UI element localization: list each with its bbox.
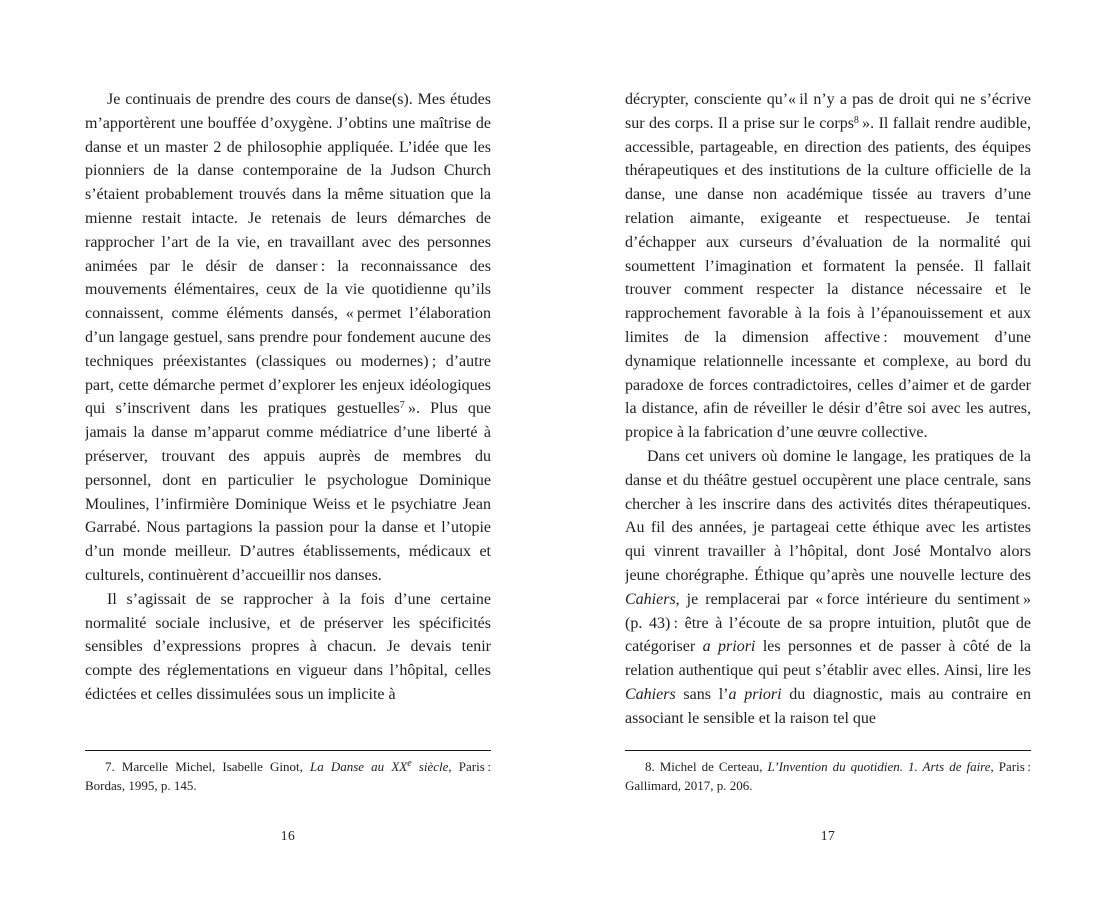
text-run: , Paris : Bordas, 1995, p. 145. <box>85 759 491 793</box>
text-run: ». Plus que jamais la danse m’apparut comme médiatrice d’une liberté à préserver, trouvant des appuis auprès de membres du personnel, dont en particulier le psychologue Dominique Moulines, l’infirmière Dominique Weiss et le psychiatre Jean Garrabé. Nous partagions la passion pour la danse et l’utopie d’un monde meilleur. D’autres établissements, médicaux et culturels, continuèrent d’accueillir nos danses. <box>85 400 491 584</box>
footnote-marker: 8 <box>853 114 859 126</box>
text-run: , Paris : Gallimard, 2017, p. 206. <box>625 759 1031 793</box>
page-17-body-text <box>625 88 1031 744</box>
text-run: Je continuais de prendre des cours de danse(s). Mes études m’apportèrent une bouffée d’oxygène. J’obtins une maîtrise de danse et un master 2 de philosophie appliquée. L’idée que les pionniers de la danse contemporaine de la Judson Church s’étaient probablement trouvés dans la même situation que la mienne restait intacte. Je retenais de leurs démarches de rapprocher l’art de la vie, en travaillant avec des personnes animées par le désir de danser : la reconnaissance des mouvements élémentaires, ceux de la vie quotidienne qu’ils connaissent, comme éléments dansés, « permet l’élaboration d’un langage gestuel, sans prendre pour fondement aucune des techniques préexistantes (classiques ou modernes) ; d’autre part, cette démarche permet d’explorer les enjeux idéologiques qui s’inscrivent dans les pratiques gestuelles <box>85 91 491 418</box>
text-run: les personnes et de passer à côté de la relation authentique qui peut s’établir avec elles. Ainsi, lire les <box>625 638 1031 680</box>
page-number-16: 16 <box>280 828 296 843</box>
paragraph <box>625 88 1031 445</box>
page-17-footnote-area <box>625 750 1031 795</box>
text-run: 8. Michel de Certeau, <box>645 759 768 774</box>
text-run: siècle <box>411 759 449 774</box>
paragraph <box>85 588 491 707</box>
page-17-footnote <box>625 757 1031 795</box>
footnote-text <box>625 757 1031 795</box>
text-run: décrypter, consciente qu’« il n’y a pas de droit qui ne s’écrive sur des corps. Il a prise sur le corps <box>625 91 1031 132</box>
footnote-text <box>85 757 491 795</box>
text-run: a priori <box>702 638 756 656</box>
paragraph <box>85 88 491 588</box>
text-run: L’Invention du quotidien. 1. Arts de faire <box>767 759 991 774</box>
page-number-17: 17 <box>820 828 836 843</box>
page-16-footnote <box>85 757 491 795</box>
text-run: Cahiers <box>625 685 676 703</box>
footnote-rule <box>625 750 1031 751</box>
footnote-marker: 7 <box>399 400 405 412</box>
text-run: La Danse au XX <box>309 759 408 774</box>
text-run: du diagnostic, mais au contraire en associant le sensible et la raison tel que <box>625 685 1031 727</box>
text-run: 7. Marcelle Michel, Isabelle Ginot, <box>105 759 310 774</box>
text-run: ». Il fallait rendre audible, accessible, partageable, en direction des patients, des équipes thérapeutiques et des institutions de la culture officielle de la danse, une danse non académique tissée au travers d’une relation aimante, exigeante et respectueuse. Je tentai d’échapper aux curseurs d’évaluation de la normalité qui soumettent l’imagination et formatent la pensée. Il fallait trouver comment respecter la distance nécessaire et le rapprochement favorable à la fois à l’épanouissement et aux limites de la dimension affective : mouvement d’une dynamique relationnelle incessante et complexe, au bord du paradoxe de forces contradictoires, celles d’aimer et de garder la distance, afin de réveiller le désir d’être soi avec les autres, propice à la fabrication d’une œuvre collective. <box>625 114 1031 442</box>
footnote-rule <box>85 750 491 751</box>
text-run: Dans cet univers où domine le langage, les pratiques de la danse et du théâtre gestuel occupèrent une place centrale, sans chercher à les inscrire dans des activités dites thérapeutiques. Au fil des années, je partageai cette éthique avec les artistes qui vinrent travailler à l’hôpital, dont José Montalvo alors jeune chorégraphe. Éthique qu’après une nouvelle lecture des <box>625 447 1031 584</box>
page-16-body-text <box>85 88 491 744</box>
text-run: sans l’ <box>675 685 729 703</box>
text-run: a priori <box>728 685 782 703</box>
text-run: Cahiers <box>625 590 676 608</box>
text-run: , je remplacerai par « force intérieure du sentiment » (p. 43) : être à l’écoute de sa propre intuition, plutôt que de catégoriser <box>625 590 1031 656</box>
text-run: Il s’agissait de se rapprocher à la fois d’une certaine normalité sociale inclusive, et de préserver les spécificités sensibles d’expressions propres à chacun. Je devais tenir compte des réglementations en vigueur dans l’hôpital, celles édictées et celles dissimulées sous un implicite à <box>85 590 491 703</box>
page-16-footnote-area <box>85 750 491 795</box>
paragraph <box>625 445 1031 731</box>
footnote-marker: e <box>407 758 412 769</box>
